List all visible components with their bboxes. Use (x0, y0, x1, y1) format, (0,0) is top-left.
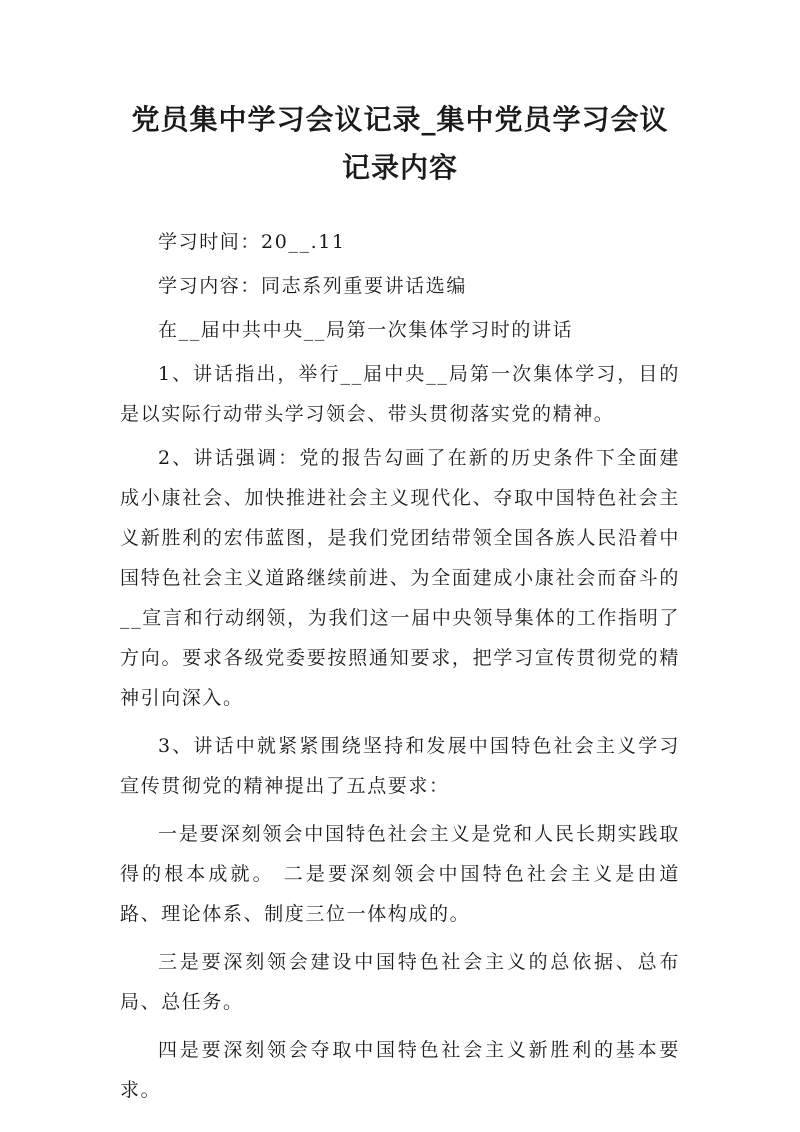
title-line-2: 记录内容 (341, 151, 458, 184)
document-body (120, 222, 680, 1114)
point-1-paragraph: 1、讲话指出，举行__届中央__局第一次集体学习，目的是以实际行动带头学习领会、带头贯彻落实党的精神。 (120, 363, 680, 425)
requirement-3-paragraph: 三是要深刻领会建设中国特色社会主义的总依据、总布局、总任务。 (120, 951, 680, 1013)
document-title (110, 96, 690, 192)
study-content: 学习内容：同志系列重要讲话选编 (158, 275, 468, 297)
point-3-paragraph: 3、讲话中就紧紧围绕坚持和发展中国特色社会主义学习宣传贯彻党的精神提出了五点要求： (120, 735, 680, 797)
requirement-4-paragraph: 四是要深刻领会夺取中国特色社会主义新胜利的基本要求。 (120, 1039, 680, 1101)
point-2-paragraph: 2、讲话强调：党的报告勾画了在新的历史条件下全面建成小康社会、加快推进社会主义现代化、夺取中国特色社会主义新胜利的宏伟蓝图，是我们党团结带领全国各族人民沿着中国特色社会主义道路继续前进、为全面建成小康社会而奋斗的__宣言和行动纲领，为我们这一届中央领导集体的工作指明了方向。要求各级党委要按照通知要求，把学习宣传贯彻党的精神引向深入。 (120, 447, 680, 709)
speech-heading: 在__届中共中央__局第一次集体学习时的讲话 (158, 319, 574, 341)
study-time: 学习时间：20__.11 (158, 231, 346, 253)
title-line-1: 党员集中学习会议记录_集中党员学习会议 (131, 103, 669, 136)
requirement-1-2-paragraph: 一是要深刻领会中国特色社会主义是党和人民长期实践取得的根本成就。 二是要深刻领会中国特色社会主义是由道路、理论体系、制度三位一体构成的。 (120, 823, 680, 925)
